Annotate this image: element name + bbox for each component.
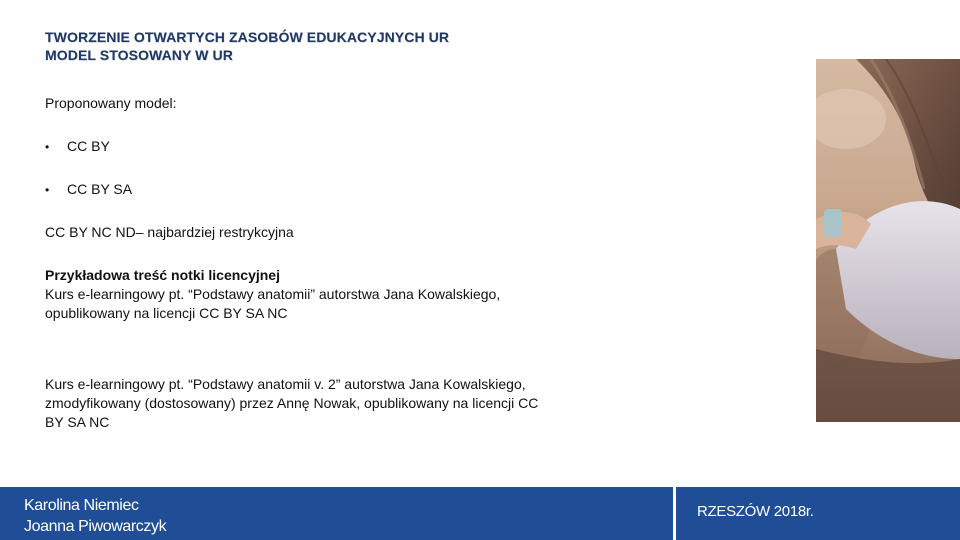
- footer-divider: [673, 487, 676, 540]
- bullet-item: [45, 180, 132, 200]
- footer-bar: [0, 487, 960, 540]
- author-name: Joanna Piwowarczyk: [24, 518, 167, 535]
- restrictive-note: CC BY NC ND– najbardziej restrykcyjna: [45, 224, 294, 240]
- license-example-2: [45, 375, 645, 432]
- example-line: BY SA NC: [45, 414, 110, 430]
- bullet-text: CC BY: [67, 138, 110, 154]
- slide-title: [45, 28, 745, 64]
- author-name: Karolina Niemiec: [24, 497, 139, 514]
- bullet-symbol: •: [45, 140, 50, 154]
- bullet-symbol: •: [45, 183, 50, 197]
- footer-authors: [24, 495, 166, 537]
- title-line-2: MODEL STOSOWANY W UR: [45, 47, 233, 63]
- example-line: Kurs e-learningowy pt. “Podstawy anatomii v. 2” autorstwa Jana Kowalskiego,: [45, 376, 526, 392]
- decorative-photo: [816, 59, 960, 422]
- photo-illustration: [816, 59, 960, 422]
- bullet-item: [45, 137, 110, 157]
- example-line: Kurs e-learningowy pt. “Podstawy anatomii” autorstwa Jana Kowalskiego,: [45, 286, 501, 302]
- example-line: opublikowany na licencji CC BY SA NC: [45, 305, 288, 321]
- intro-text: Proponowany model:: [45, 95, 177, 111]
- title-line-1: TWORZENIE OTWARTYCH ZASOBÓW EDUKACYJNYCH UR: [45, 29, 450, 45]
- example-line: zmodyfikowany (dostosowany) przez Annę Nowak, opublikowany na licencji CC: [45, 395, 539, 411]
- footer-city-year: RZESZÓW 2018r.: [697, 503, 814, 520]
- bullet-text: CC BY SA: [67, 181, 133, 197]
- license-example-1: [45, 266, 645, 323]
- example-heading: Przykładowa treść notki licencyjnej: [45, 267, 280, 283]
